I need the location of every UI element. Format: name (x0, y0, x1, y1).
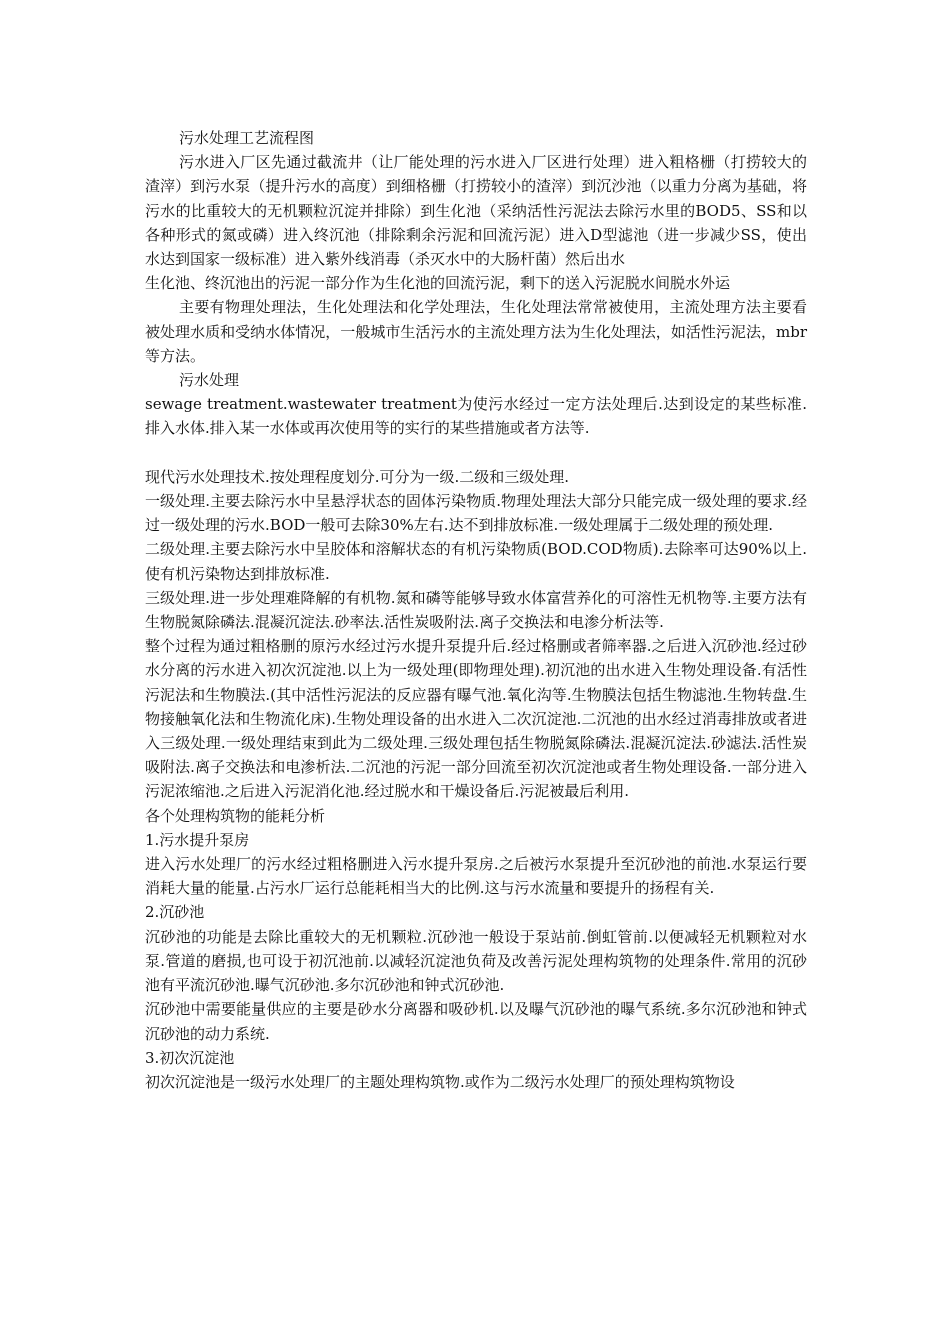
paragraph-definition: sewage treatment.wastewater treatment为使污水经过一定方法处理后.达到设定的某些标准.排入水体.排入某一水体或再次使用等的实行的某些措施或者方法等. (145, 395, 807, 438)
document-title: 污水处理工艺流程图 (179, 129, 315, 147)
paragraph-tertiary-treatment: 三级处理.进一步处理难降解的有机物.氮和磷等能够导致水体富营养化的可溶性无机物等.主要方法有生物脱氮除磷法.混凝沉淀法.砂率法.活性炭吸附法.离子交换法和电渗分析法等. (145, 588, 807, 632)
blank-line (145, 441, 807, 465)
paragraph-pump-house: 进入污水处理厂的污水经过粗格删进入污水提升泵房.之后被污水泵提升至沉砂池的前池.水泵运行要消耗大量的能量.占污水厂运行总能耗相当大的比例.这与污水流量和要提升的扬程有关. (145, 855, 807, 898)
paragraph-sludge: 生化池、终沉池出的污泥一部分作为生化池的回流污泥，剩下的送入污泥脱水间脱水外运 (145, 274, 731, 293)
paragraph-methods: 主要有物理处理法，生化处理法和化学处理法，生化处理法常常被使用，主流处理方法主要看被处理水质和受纳水体情况，一般城市生活污水的主流处理方法为生化处理法，如活性污泥法，mbr等方法。 (145, 298, 807, 365)
paragraph-grit-chamber-energy: 沉砂池中需要能量供应的主要是砂水分离器和吸砂机.以及曝气沉砂池的曝气系统.多尔沉砂池和钟式沉砂池的动力系统. (145, 1000, 807, 1043)
section-heading-energy-analysis: 各个处理构筑物的能耗分析 (145, 806, 326, 825)
paragraph-primary-treatment: 一级处理.主要去除污水中呈悬浮状态的固体污染物质.物理处理法大部分只能完成一级处理的要求.经过一级处理的污水.BOD一般可去除30%左右.达不到排放标准.一级处理属于二级处理的预处理. (145, 492, 807, 535)
paragraph-grit-chamber-function: 沉砂池的功能是去除比重较大的无机颗粒.沉砂池一般设于泵站前.倒虹管前.以便减轻无机颗粒对水泵.管道的磨损,也可设于初沉池前.以减轻沉淀池负荷及改善污泥处理构筑物的处理条件.常用的沉砂池有平流沉砂池.曝气沉砂池.多尔沉砂池和钟式沉砂池. (145, 927, 807, 995)
subheading-primary-clarifier: 3.初次沉淀池 (145, 1048, 235, 1067)
section-heading-sewage-treatment: 污水处理 (179, 371, 240, 390)
paragraph-primary-clarifier: 初次沉淀池是一级污水处理厂的主题处理构筑物.或作为二级污水处理厂的预处理构筑物设 (145, 1072, 735, 1091)
paragraph-process-flow: 污水进入厂区先通过截流井（让厂能处理的污水进入厂区进行处理）进入粗格栅（打捞较大的渣滓）到污水泵（提升污水的高度）到细格栅（打捞较小的渣滓）到沉沙池（以重力分离为基础，将污水的比重较大的无机颗粒沉淀并排除）到生化池（采纳活性污泥法去除污水里的BOD5、SS和以各种形式的氮或磷）进入终沉池（排除剩余污泥和回流污泥）进入D型滤池（进一步减少SS，使出水达到国家一级标准）进入紫外线消毒（杀灭水中的大肠杆菌）然后出水 (145, 153, 807, 269)
subheading-pump-house: 1.污水提升泵房 (145, 830, 250, 849)
paragraph-overall-process: 整个过程为通过粗格删的原污水经过污水提升泵提升后.经过格删或者筛率器.之后进入沉砂池.经过砂水分离的污水进入初次沉淀池.以上为一级处理(即物理处理).初沉池的出水进入生物处理设备.有活性污泥法和生物膜法.(其中活性污泥法的反应器有曝气池.氧化沟等.生物膜法包括生物滤池.生物转盘.生物接触氧化法和生物流化床).生物处理设备的出水进入二次沉淀池.二沉池的出水经过消毒排放或者进入三级处理.一级处理结束到此为二级处理.三级处理包括生物脱氮除磷法.混凝沉淀法.砂滤法.活性炭吸附法.离子交换法和电渗析法.二沉池的污泥一部分回流至初次沉淀池或者生物处理设备.一部分进入污泥浓缩池.之后进入污泥消化池.经过脱水和干燥设备后.污泥被最后利用. (145, 637, 807, 801)
paragraph-secondary-treatment: 二级处理.主要去除污水中呈胶体和溶解状态的有机污染物质(BOD.COD物质).去除率可达90%以上.使有机污染物达到排放标准. (145, 540, 807, 583)
subheading-grit-chamber: 2.沉砂池 (145, 903, 205, 922)
document-page (145, 126, 807, 1094)
paragraph-treatment-levels: 现代污水处理技术.按处理程度划分.可分为一级.二级和三级处理. (145, 467, 570, 486)
